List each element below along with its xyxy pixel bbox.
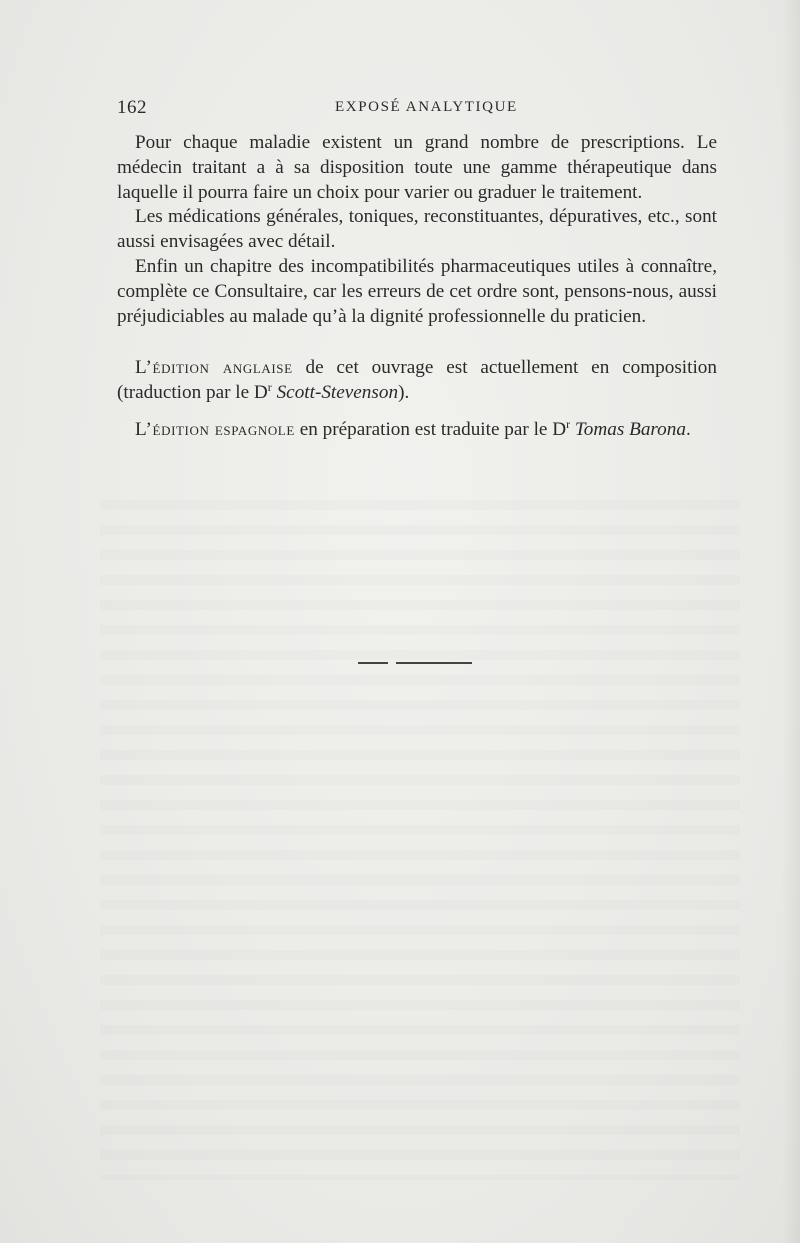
english-edition-tail: ). <box>398 382 410 404</box>
english-edition-title-sup: r <box>267 380 272 395</box>
paragraph-spanish-edition <box>117 418 717 443</box>
rule-segment <box>396 662 472 664</box>
body-text <box>117 131 717 443</box>
spanish-edition-lead: L’édition espagnole <box>135 418 295 440</box>
section-end-rule <box>358 662 472 665</box>
spanish-edition-title-sup: r <box>566 416 571 431</box>
paragraph-gap <box>117 406 717 418</box>
show-through-texture <box>100 500 740 1180</box>
paragraph-incompatibilities: Enfin un chapitre des incompatibilités pharmaceutiques utiles à connaître, complète ce Consultaire, car les erreurs de cet ordre sont, pensons-nous, aussi préjudiciables au malade qu’à la dignité professionnelle du praticien. <box>117 255 717 327</box>
page-edge-shadow <box>782 0 800 1243</box>
page-header <box>117 97 717 121</box>
spanish-edition-text: en préparation est traduite par le D <box>294 418 567 440</box>
english-edition-translator: Scott-Stevenson <box>276 382 399 404</box>
paragraph-prescriptions: Pour chaque maladie existent un grand nombre de prescriptions. Le médecin traitant a à sa disposition toute une gamme thérapeutique dans laquelle il pourra faire un choix pour varier ou graduer le traitement. <box>117 132 717 203</box>
spanish-edition-tail: . <box>685 418 691 440</box>
english-edition-lead: L’édition anglaise <box>135 357 293 379</box>
rule-segment <box>358 662 388 664</box>
spanish-edition-translator: Tomas Barona <box>574 418 686 440</box>
english-edition-text: de cet ouvrage est actuellement en composition (traduction par le D <box>117 357 717 404</box>
running-title: EXPOSÉ ANALYTIQUE <box>335 99 518 115</box>
paragraph-medications: Les médications générales, toniques, reconstituantes, dépuratives, etc., sont aussi envisagées avec détail. <box>117 206 717 253</box>
paragraph-english-edition <box>117 356 717 406</box>
paragraph-gap <box>117 329 717 356</box>
page-number: 162 <box>117 97 147 118</box>
